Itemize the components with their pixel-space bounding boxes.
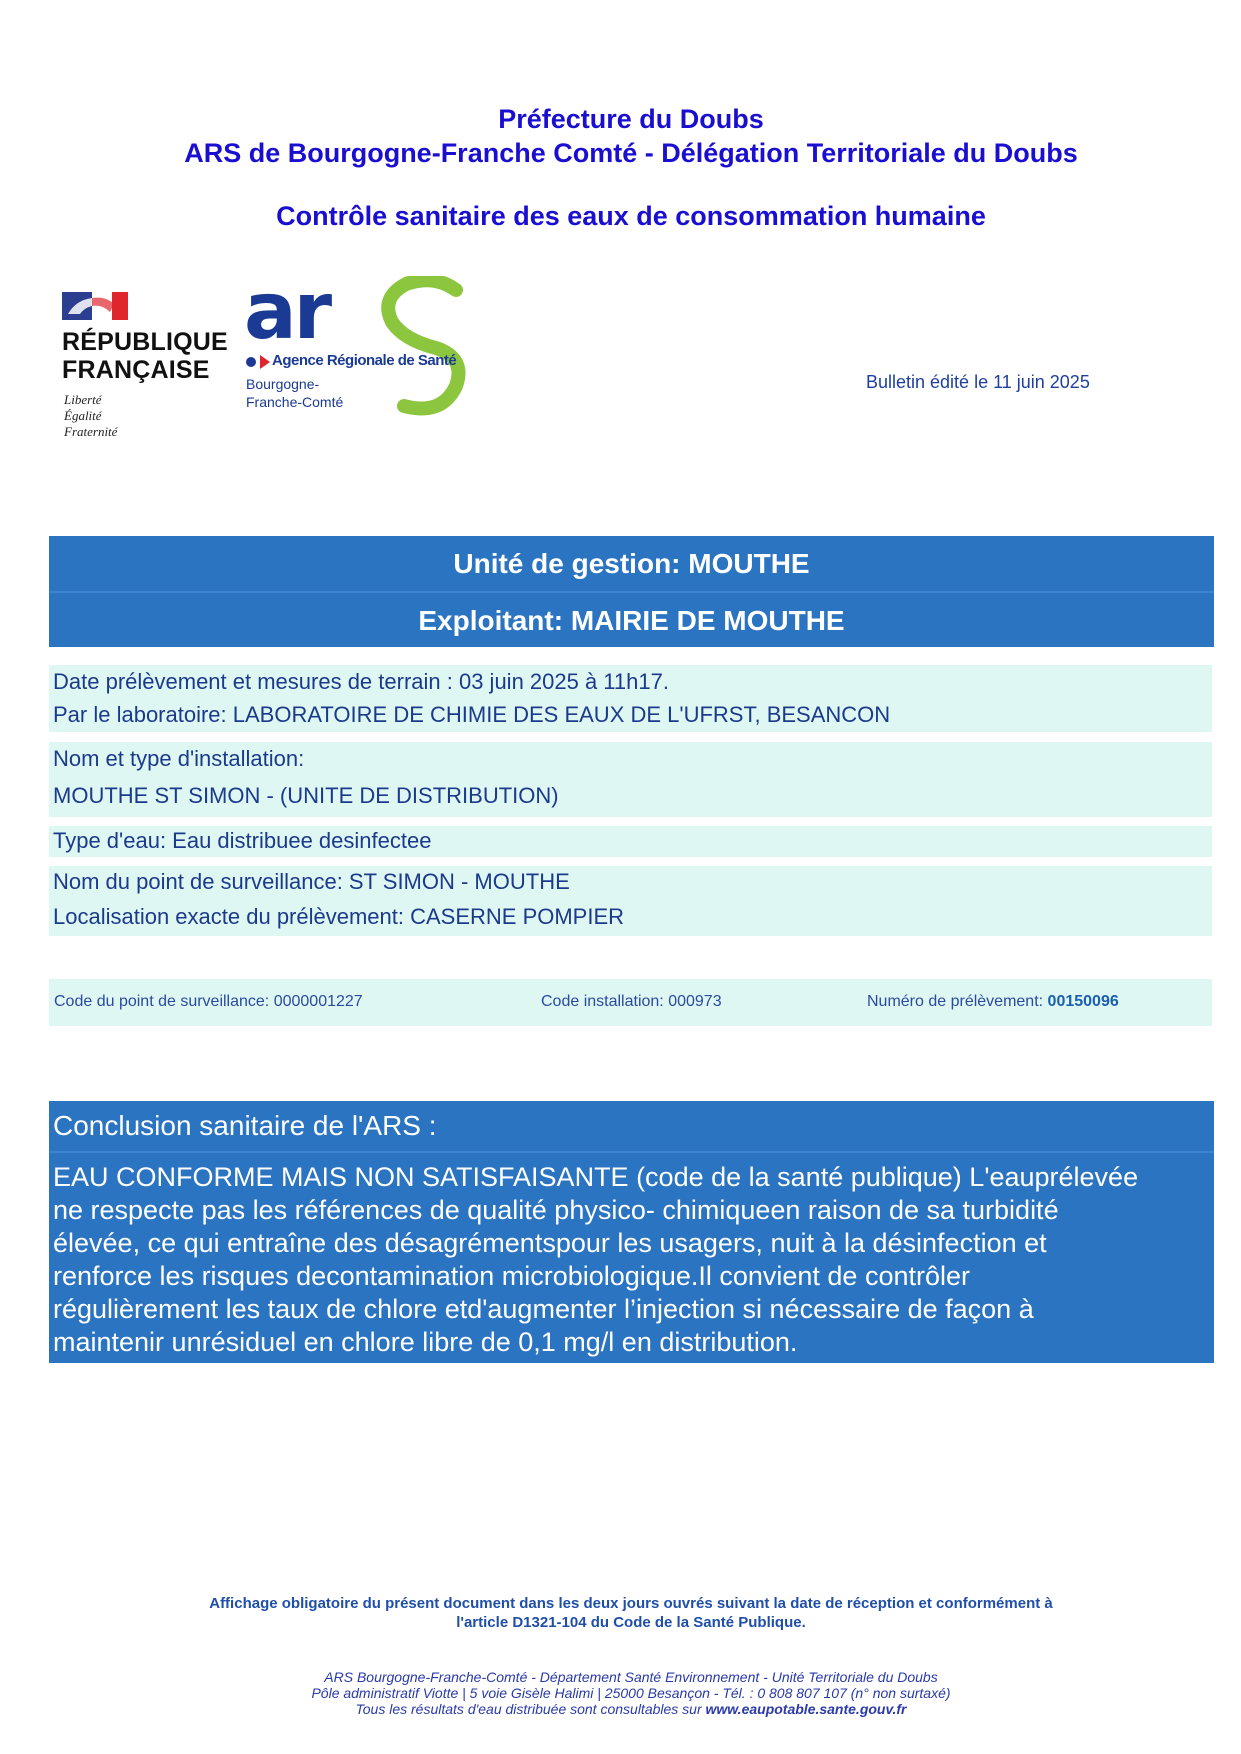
mandatory-display-notice <box>0 1594 1241 1632</box>
address-line1: ARS Bourgogne-Franche-Comté - Département Santé Environnement - Unité Territoriale du Doubs <box>324 1669 938 1685</box>
installation-code-label: Code installation: <box>541 993 664 1010</box>
conclusion-divider <box>49 1151 1214 1153</box>
ars-logo <box>244 267 474 426</box>
results-note: Tous les résultats d'eau distribuée sont consultables sur <box>355 1701 706 1717</box>
conclusion-line: ne respecte pas les références de qualité physico- chimiqueen raison de sa turbidité <box>53 1195 1059 1225</box>
conclusion-title: Conclusion sanitaire de l'ARS : <box>53 1110 437 1141</box>
republique-word: RÉPUBLIQUE <box>62 328 228 356</box>
management-unit: Unité de gestion: MOUTHE <box>453 548 810 579</box>
ars-dot-icon <box>246 357 256 367</box>
installation-value: MOUTHE ST SIMON - (UNITE DE DISTRIBUTION) <box>53 783 559 808</box>
surveillance-point-box <box>49 866 1212 936</box>
bulletin-date: Bulletin édité le 11 juin 2025 <box>866 372 1090 392</box>
motto-fraternite: Fraternité <box>64 424 118 439</box>
surveillance-point-code-value: 0000001227 <box>273 993 363 1010</box>
prefecture-title: Préfecture du Doubs <box>498 104 764 134</box>
sample-number <box>867 993 1119 1011</box>
notice-line1: Affichage obligatoire du présent document dans les deux jours ouvrés suivant la date de réception et conformément à <box>209 1595 1053 1612</box>
installation-code-value: 000973 <box>668 993 722 1010</box>
sampling-date: Date prélèvement et mesures de terrain : 03 juin 2025 à 11h17. <box>53 669 669 694</box>
notice-line2: l'article D1321-104 du Code de la Santé Publique. <box>456 1614 806 1631</box>
operator: Exploitant: MAIRIE DE MOUTHE <box>418 605 845 636</box>
sanitary-conclusion <box>49 1101 1214 1363</box>
laboratory: Par le laboratoire: LABORATOIRE DE CHIMIE DES EAUX DE L'UFRST, BESANCON <box>53 702 891 727</box>
water-type-box <box>49 826 1212 857</box>
installation-box <box>49 742 1212 817</box>
conclusion-line: régulièrement les taux de chlore etd'augmenter l’injection si nécessaire de façon à <box>53 1294 1034 1324</box>
ars-delegation-title: ARS de Bourgogne-Franche Comté - Délégation Territoriale du Doubs <box>184 138 1078 168</box>
installation-code <box>541 993 722 1011</box>
eaupotable-link[interactable]: www.eaupotable.sante.gouv.fr <box>705 1701 907 1717</box>
francaise-word: FRANÇAISE <box>62 356 210 384</box>
sampling-info-box <box>49 665 1212 732</box>
conclusion-line: élevée, ce qui entraîne des désagrémentspour les usagers, nuit à la désinfection et <box>53 1228 1047 1258</box>
address-line3 <box>0 1701 1241 1717</box>
ars-region-line2: Franche-Comté <box>246 394 344 410</box>
ars-agency-name: Agence Régionale de Santé <box>272 352 457 369</box>
management-unit-banner <box>49 536 1214 647</box>
footer-address <box>0 1669 1241 1717</box>
banner-divider <box>49 591 1214 593</box>
marianne-icon <box>62 292 128 320</box>
surveillance-point: Nom du point de surveillance: ST SIMON - MOUTHE <box>53 869 570 894</box>
conclusion-line: renforce les risques decontamination microbiologique.Il convient de contrôler <box>53 1261 970 1291</box>
sample-number-label: Numéro de prélèvement: <box>867 993 1044 1010</box>
conclusion-line: maintenir unrésiduel en chlore libre de 0,1 mg/l en distribution. <box>53 1327 798 1357</box>
ars-arrow-icon <box>260 355 270 369</box>
motto-liberte: Liberté <box>64 392 102 407</box>
conclusion-body <box>53 1161 1214 1359</box>
surveillance-point-code <box>54 993 363 1011</box>
codes-row <box>49 979 1212 1026</box>
surveillance-point-code-label: Code du point de surveillance: <box>54 993 270 1010</box>
sampling-location: Localisation exacte du prélèvement: CASERNE POMPIER <box>53 904 625 929</box>
ars-region-line1: Bourgogne- <box>246 376 320 392</box>
water-type: Type d'eau: Eau distribuee desinfectee <box>53 828 432 853</box>
republique-francaise-logo <box>62 292 228 442</box>
installation-label: Nom et type d'installation: <box>53 746 305 771</box>
ars-wordmark: ar <box>244 267 330 357</box>
sample-number-value: 00150096 <box>1047 993 1119 1010</box>
conclusion-line: EAU CONFORME MAIS NON SATISFAISANTE (code de la santé publique) L'eauprélevée <box>53 1162 1139 1192</box>
document-title: Contrôle sanitaire des eaux de consommation humaine <box>276 201 986 231</box>
address-line2: Pôle administratif Viotte | 5 voie Gisèle Halimi | 25000 Besançon - Tél. : 0 808 807 107 (n° non surtaxé) <box>311 1685 951 1701</box>
motto-egalite: Égalité <box>64 408 102 423</box>
